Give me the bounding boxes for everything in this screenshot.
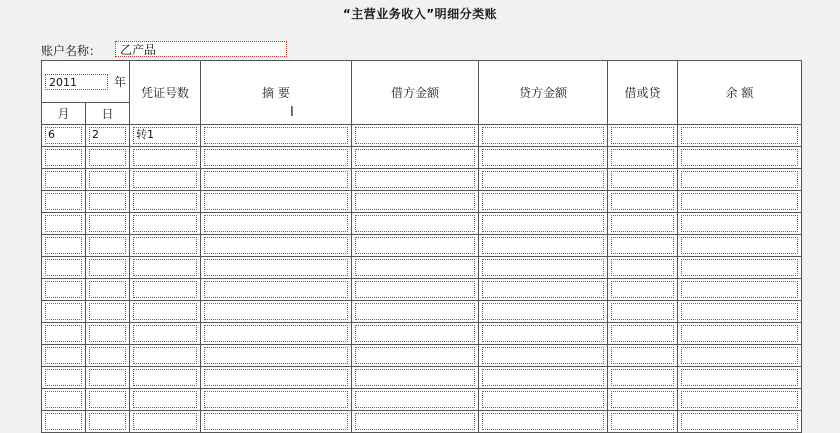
- table-cell: [479, 345, 608, 367]
- day-header: 日: [86, 103, 130, 125]
- table-cell: [479, 191, 608, 213]
- credit-input[interactable]: [482, 347, 604, 364]
- day-input[interactable]: [89, 281, 126, 298]
- day-input[interactable]: [89, 237, 126, 254]
- table-cell: [130, 235, 201, 257]
- table-row: [42, 169, 802, 191]
- summary-header: 摘 要: [201, 61, 352, 125]
- summary-input[interactable]: [204, 325, 348, 342]
- text-cursor-icon: I: [290, 105, 294, 120]
- table-cell: [201, 367, 352, 389]
- dc-input[interactable]: [611, 215, 674, 232]
- table-cell: [678, 257, 802, 279]
- voucher-input[interactable]: [133, 369, 197, 386]
- table-cell: [352, 279, 479, 301]
- debit-input[interactable]: [355, 171, 475, 188]
- summary-input[interactable]: [204, 413, 348, 430]
- table-cell: [479, 367, 608, 389]
- day-input[interactable]: [89, 259, 126, 276]
- table-cell: [608, 411, 678, 433]
- table-cell: [201, 323, 352, 345]
- voucher-input[interactable]: [133, 303, 197, 320]
- ledger-table: [41, 60, 802, 433]
- table-cell: [86, 279, 130, 301]
- table-row: [42, 191, 802, 213]
- table-cell: [352, 125, 479, 147]
- table-cell: [130, 345, 201, 367]
- year-label: 年: [113, 75, 126, 89]
- table-cell: [678, 323, 802, 345]
- account-name-label: 账户名称：: [41, 44, 102, 58]
- summary-input[interactable]: [204, 259, 348, 276]
- table-row: [42, 235, 802, 257]
- table-cell: [608, 191, 678, 213]
- month-input[interactable]: [45, 193, 82, 210]
- credit-input[interactable]: [482, 281, 604, 298]
- table-cell: [352, 147, 479, 169]
- balance-input[interactable]: [681, 281, 798, 298]
- table-cell: [86, 213, 130, 235]
- summary-input[interactable]: [204, 281, 348, 298]
- voucher-input[interactable]: [133, 281, 197, 298]
- table-row: [42, 323, 802, 345]
- table-cell: [201, 191, 352, 213]
- day-input[interactable]: [89, 413, 126, 430]
- table-cell: [42, 191, 86, 213]
- summary-input[interactable]: [204, 237, 348, 254]
- table-cell: [201, 169, 352, 191]
- month-input[interactable]: [45, 281, 82, 298]
- table-cell: [42, 213, 86, 235]
- dc-input[interactable]: [611, 171, 674, 188]
- debit-input[interactable]: [355, 215, 475, 232]
- table-row: [42, 301, 802, 323]
- dc-input[interactable]: [611, 369, 674, 386]
- table-cell: [42, 323, 86, 345]
- table-cell: [86, 345, 130, 367]
- voucher-input[interactable]: [133, 413, 197, 430]
- table-row: [42, 257, 802, 279]
- page-title: “主营业务收入”明细分类账: [342, 7, 498, 21]
- table-cell: [86, 257, 130, 279]
- credit-input[interactable]: [482, 259, 604, 276]
- table-cell: [352, 345, 479, 367]
- table-row: [42, 279, 802, 301]
- table-cell: [130, 191, 201, 213]
- table-cell: [479, 235, 608, 257]
- table-cell: [201, 125, 352, 147]
- month-input[interactable]: [45, 149, 82, 166]
- table-cell: [608, 257, 678, 279]
- table-cell: [42, 125, 86, 147]
- credit-input[interactable]: [482, 369, 604, 386]
- table-cell: [201, 147, 352, 169]
- credit-input[interactable]: [482, 127, 604, 144]
- debit-input[interactable]: [355, 325, 475, 342]
- voucher-input[interactable]: [133, 193, 197, 210]
- month-input[interactable]: [45, 259, 82, 276]
- table-cell: [678, 191, 802, 213]
- month-input[interactable]: [45, 325, 82, 342]
- balance-input[interactable]: [681, 149, 798, 166]
- summary-input[interactable]: [204, 149, 348, 166]
- dc-input[interactable]: [611, 237, 674, 254]
- voucher-input[interactable]: [133, 149, 197, 166]
- table-cell: [352, 323, 479, 345]
- balance-input[interactable]: [681, 303, 798, 320]
- balance-input[interactable]: [681, 127, 798, 144]
- table-row: [42, 147, 802, 169]
- table-cell: [42, 235, 86, 257]
- table-cell: [678, 169, 802, 191]
- debit-input[interactable]: [355, 347, 475, 364]
- table-cell: [678, 235, 802, 257]
- debit-input[interactable]: [355, 127, 475, 144]
- table-cell: [479, 213, 608, 235]
- table-cell: [678, 345, 802, 367]
- dc-input[interactable]: [611, 325, 674, 342]
- voucher-input[interactable]: [133, 259, 197, 276]
- table-cell: [479, 411, 608, 433]
- table-cell: [201, 301, 352, 323]
- voucher-input[interactable]: 转1: [133, 127, 197, 144]
- day-input[interactable]: 2: [89, 127, 126, 144]
- debit-input[interactable]: [355, 413, 475, 430]
- balance-input[interactable]: [681, 215, 798, 232]
- month-input[interactable]: 6: [45, 127, 82, 144]
- day-input[interactable]: [89, 171, 126, 188]
- debit-input[interactable]: [355, 193, 475, 210]
- voucher-input[interactable]: [133, 325, 197, 342]
- table-cell: [608, 279, 678, 301]
- table-cell: [201, 235, 352, 257]
- day-input[interactable]: [89, 193, 126, 210]
- table-cell: [678, 411, 802, 433]
- month-input[interactable]: [45, 413, 82, 430]
- table-cell: [130, 213, 201, 235]
- table-cell: [130, 411, 201, 433]
- summary-input[interactable]: [204, 347, 348, 364]
- voucher-input[interactable]: [133, 237, 197, 254]
- dc-input[interactable]: [611, 149, 674, 166]
- debit-or-credit-header: 借或贷: [608, 61, 678, 125]
- table-cell: [86, 367, 130, 389]
- table-cell: [608, 213, 678, 235]
- table-cell: [201, 279, 352, 301]
- debit-input[interactable]: [355, 303, 475, 320]
- table-cell: [42, 367, 86, 389]
- credit-input[interactable]: [482, 303, 604, 320]
- table-cell: [201, 213, 352, 235]
- dc-input[interactable]: [611, 303, 674, 320]
- balance-input[interactable]: [681, 347, 798, 364]
- credit-input[interactable]: [482, 325, 604, 342]
- balance-input[interactable]: [681, 413, 798, 430]
- table-cell: [201, 345, 352, 367]
- table-row: [42, 411, 802, 433]
- table-cell: [86, 125, 130, 147]
- table-cell: [86, 235, 130, 257]
- month-input[interactable]: [45, 237, 82, 254]
- balance-header: 余 额: [678, 61, 802, 125]
- table-cell: [608, 235, 678, 257]
- account-name-field[interactable]: 乙产品: [115, 41, 287, 57]
- table-cell: [130, 125, 201, 147]
- table-cell: [42, 411, 86, 433]
- balance-input[interactable]: [681, 259, 798, 276]
- balance-input[interactable]: [681, 369, 798, 386]
- credit-header: 贷方金额: [479, 61, 608, 125]
- table-cell: [86, 301, 130, 323]
- year-input[interactable]: 2011: [45, 74, 108, 90]
- table-cell: [608, 367, 678, 389]
- table-cell: [130, 323, 201, 345]
- table-cell: [608, 345, 678, 367]
- table-row: [42, 345, 802, 367]
- voucher-input[interactable]: [133, 215, 197, 232]
- month-input[interactable]: [45, 347, 82, 364]
- table-cell: [608, 301, 678, 323]
- dc-input[interactable]: [611, 193, 674, 210]
- voucher-header: 凭证号数: [130, 61, 201, 125]
- summary-input[interactable]: [204, 171, 348, 188]
- credit-input[interactable]: [482, 149, 604, 166]
- header-row-1: [42, 61, 802, 103]
- table-cell: [678, 125, 802, 147]
- table-cell: [479, 125, 608, 147]
- table-cell: [352, 191, 479, 213]
- table-cell: [678, 213, 802, 235]
- table-cell: [352, 169, 479, 191]
- table-cell: [130, 169, 201, 191]
- credit-input[interactable]: [482, 193, 604, 210]
- day-input[interactable]: [89, 369, 126, 386]
- year-cell: [42, 61, 130, 103]
- table-cell: [42, 345, 86, 367]
- table-cell: [352, 257, 479, 279]
- debit-input[interactable]: [355, 149, 475, 166]
- table-cell: [130, 147, 201, 169]
- table-cell: [86, 323, 130, 345]
- table-cell: [479, 169, 608, 191]
- day-input[interactable]: [89, 303, 126, 320]
- credit-input[interactable]: [482, 171, 604, 188]
- table-cell: [352, 213, 479, 235]
- table-cell: [86, 169, 130, 191]
- table-cell: [42, 301, 86, 323]
- debit-input[interactable]: [355, 259, 475, 276]
- credit-input[interactable]: [482, 215, 604, 232]
- month-input[interactable]: [45, 303, 82, 320]
- table-cell: [352, 411, 479, 433]
- day-input[interactable]: [89, 215, 126, 232]
- table-cell: [86, 147, 130, 169]
- dc-input[interactable]: [611, 413, 674, 430]
- table-cell: [42, 279, 86, 301]
- dc-input[interactable]: [611, 127, 674, 144]
- table-cell: [678, 367, 802, 389]
- day-input[interactable]: [89, 325, 126, 342]
- table-cell: [608, 147, 678, 169]
- balance-input[interactable]: [681, 193, 798, 210]
- month-input[interactable]: [45, 369, 82, 386]
- voucher-input[interactable]: [133, 171, 197, 188]
- table-cell: [86, 191, 130, 213]
- table-cell: [201, 257, 352, 279]
- table-cell: [86, 411, 130, 433]
- table-row: [42, 125, 802, 147]
- table-cell: [678, 301, 802, 323]
- table-cell: [479, 279, 608, 301]
- table-cell: [42, 169, 86, 191]
- table-cell: [678, 147, 802, 169]
- table-cell: [479, 147, 608, 169]
- table-cell: [130, 367, 201, 389]
- table-cell: [608, 125, 678, 147]
- table-cell: [42, 147, 86, 169]
- credit-input[interactable]: [482, 237, 604, 254]
- day-input[interactable]: [89, 347, 126, 364]
- balance-input[interactable]: [681, 237, 798, 254]
- voucher-input[interactable]: [133, 347, 197, 364]
- summary-input[interactable]: [204, 369, 348, 386]
- summary-input[interactable]: [204, 127, 348, 144]
- table-cell: [608, 169, 678, 191]
- debit-input[interactable]: [355, 369, 475, 386]
- table-cell: [352, 301, 479, 323]
- table-row: [42, 367, 802, 389]
- debit-header: 借方金额: [352, 61, 479, 125]
- debit-input[interactable]: [355, 281, 475, 298]
- table-row: [42, 213, 802, 235]
- summary-input[interactable]: [204, 193, 348, 210]
- summary-input[interactable]: [204, 215, 348, 232]
- debit-input[interactable]: [355, 237, 475, 254]
- table-cell: [42, 257, 86, 279]
- dc-input[interactable]: [611, 281, 674, 298]
- credit-input[interactable]: [482, 413, 604, 430]
- table-cell: [352, 367, 479, 389]
- table-cell: [130, 257, 201, 279]
- dc-input[interactable]: [611, 259, 674, 276]
- table-cell: [479, 301, 608, 323]
- table-cell: [479, 323, 608, 345]
- table-cell: [678, 279, 802, 301]
- month-input[interactable]: [45, 215, 82, 232]
- month-input[interactable]: [45, 171, 82, 188]
- day-input[interactable]: [89, 149, 126, 166]
- table-cell: [608, 323, 678, 345]
- balance-input[interactable]: [681, 171, 798, 188]
- table-cell: [479, 257, 608, 279]
- balance-input[interactable]: [681, 325, 798, 342]
- dc-input[interactable]: [611, 347, 674, 364]
- summary-input[interactable]: [204, 303, 348, 320]
- table-cell: [130, 301, 201, 323]
- table-cell: [201, 411, 352, 433]
- month-header: 月: [42, 103, 86, 125]
- table-cell: [352, 235, 479, 257]
- table-cell: [130, 279, 201, 301]
